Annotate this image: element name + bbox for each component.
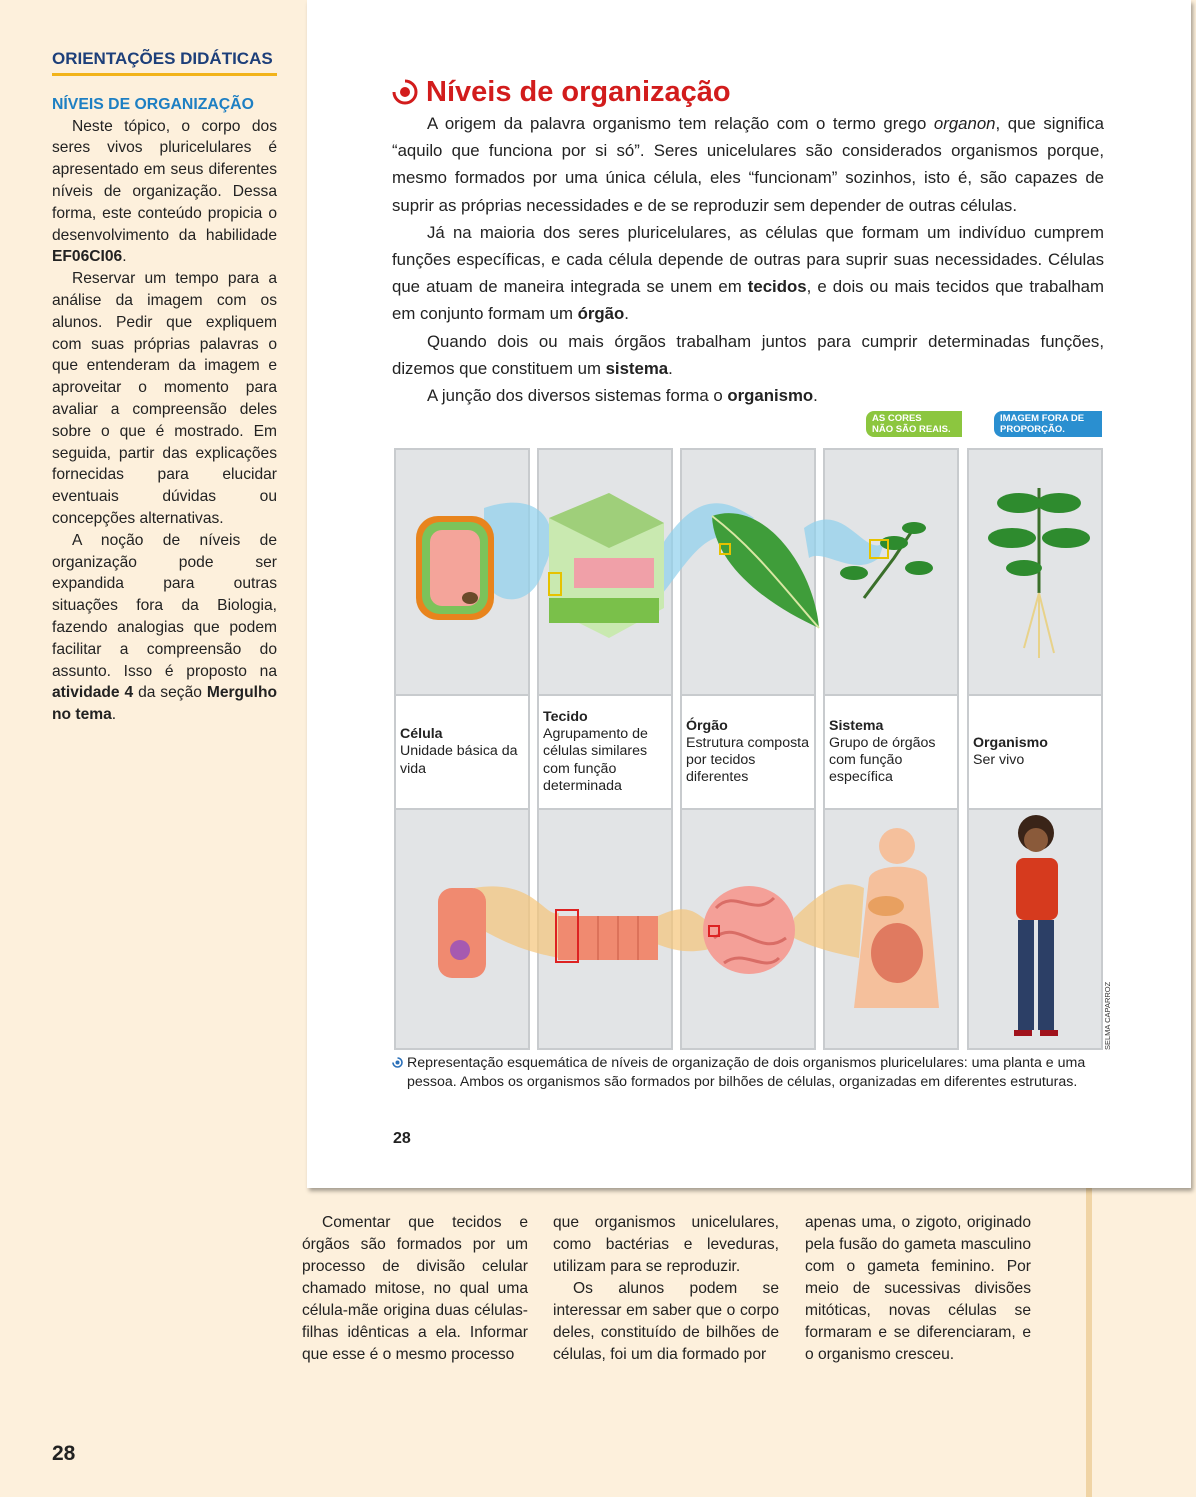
sidebar-text: . [111,706,117,724]
text: Já na maioria dos seres pluricelulares, as células que formam um indivíduo cumprem funções específicas, e cada célula depende de outras para suprir suas necessidades. Células que atuam de maneira integrada se unem em [392,222,1104,297]
text: , e dois ou mais tecidos que trabalham em conjunto formam um [392,277,1104,324]
intro-text [392,110,1104,409]
level-desc: Ser vivo [973,752,1025,768]
page-title: Níveis de organização [426,75,731,108]
sidebar-subtitle: NÍVEIS DE ORGANIZAÇÃO [52,95,254,113]
colors-not-real-badge [866,411,962,437]
sidebar-text: da seção [133,684,207,702]
didactic-sidebar [52,48,277,726]
sidebar-paragraph [52,116,277,269]
intestine-organ-panel [680,808,816,1050]
notes-paragraph: Comentar que tecidos e órgãos são formados por um processo de divisão celular chamado mitose, no qual uma célula-mãe origina duas células-filhas idênticas a ela. Informar que esse é o mesmo processo [302,1214,528,1363]
notes-column-3 [805,1212,1031,1366]
digestive-system-panel [823,808,959,1050]
plant-organism-panel [967,448,1103,696]
plant-tissue-panel [537,448,673,696]
leaf-organ-panel [680,448,816,696]
level-label-system [823,696,959,808]
level-title: Órgão [686,717,728,734]
sidebar-text: A noção de níveis de organização pode ser expandida para outras situações fora da Biologia, fazendo analogias que podem facilitar a compreensão do assunto. Isso é proposto na [52,531,277,680]
text: . [813,386,818,406]
notes-column-1 [302,1212,528,1366]
level-label-organ [680,696,816,808]
term-organismo: organismo [727,386,814,406]
level-title: Célula [400,726,443,743]
notes-paragraph: apenas uma, o zigoto, originado pela fusão do gameta masculino com o gameta feminino. Por meio de sucessivas divisões mitóticas, novas células se formaram e se diferenciaram, e o organismo cresceu. [805,1214,1031,1363]
sidebar-paragraph: Reservar um tempo para a análise da imagem com os alunos. Pedir que expliquem com suas próprias palavras o que entenderam da imagem e aproveitar o momento para avaliar a compreensão deles sobre o que é mostrado. Em seguida, partir das explicações fornecidas para elucidar eventuais dúvidas ou concepções alternativas. [52,270,277,527]
text: A junção dos diversos sistemas forma o [427,386,728,406]
sidebar-paragraph [52,530,277,726]
intro-paragraph [392,382,1104,409]
sidebar-text: Neste tópico, o corpo dos seres vivos pluricelulares é apresentado em seus diferentes níveis de organização. Dessa forma, este conteúdo propicia o desenvolvimento da habilidade [52,117,277,244]
margin-bar [1086,1188,1092,1497]
section-heading [392,72,731,112]
notes-paragraph: Os alunos podem se interessar em saber que o corpo deles, constituído de bilhões de células, foi um dia formado por [553,1280,779,1363]
plant-cell-panel [394,448,530,696]
skill-code: EF06CI06 [52,248,123,266]
sidebar-title: ORIENTAÇÕES DIDÁTICAS [52,48,277,76]
text: A origem da palavra organismo tem relação com o termo grego [427,114,934,133]
level-title: Sistema [829,717,884,734]
level-label-organism [967,696,1103,808]
level-label-cell [394,696,530,808]
level-desc: Agrupamento de células similares com função determinada [543,726,648,794]
notes-column-2 [553,1212,779,1366]
sidebar-text: . [122,248,127,266]
caption-text: Representação esquemática de níveis de organização de dois organismos pluricelulares: uma planta e uma pessoa. Ambos os organismos são formados por bilhões de células, organizadas em diferentes estruturas. [407,1055,1086,1090]
intro-paragraph [392,328,1104,382]
text: Quando dois ou mais órgãos trabalham juntos para cumprir determinadas funções, dizemos que constituem um [392,331,1104,378]
term-sistema: sistema [605,358,669,378]
text: . [624,304,629,324]
inner-page-number: 28 [393,1130,411,1147]
intro-paragraph [392,110,1104,219]
badge-line: IMAGEM FORA DE [1000,413,1085,424]
level-desc: Estrutura composta por tecidos diferentes [686,734,810,786]
human-organism-panel [967,808,1103,1050]
term-orgao: órgão [577,304,625,324]
level-title: Organismo [973,734,1048,751]
level-desc: Grupo de órgãos com função específica [829,734,936,786]
text: . [668,358,673,378]
text: , que significa “aquilo que funciona por si só”. Seres unicelulares são considerados organismos porque, mesmo formados por uma única célula, eles “funcionam” sozinhos, isto é, são capazes de suprir as próprias necessidades e de se reproduzir sem depender de outras células. [392,114,1104,215]
greek-term: organon [933,114,996,133]
out-of-scale-badge [994,411,1102,437]
figure-caption [392,1054,1107,1092]
level-desc: Unidade básica da vida [400,743,518,777]
badge-line: NÃO SÃO REAIS. [872,424,951,435]
human-cell-panel [394,808,530,1050]
notes-paragraph: que organismos unicelulares, como bactérias e leveduras, utilizam para se reproduzir. [553,1214,779,1275]
badge-line: AS CORES [872,413,922,424]
plant-system-panel [823,448,959,696]
level-label-tissue [537,696,673,808]
badge-line: PROPORÇÃO. [1000,424,1065,435]
target-bullet-icon [392,79,418,105]
section-ref: Mergulho no tema [52,684,277,724]
level-title: Tecido [543,708,588,725]
human-tissue-panel [537,808,673,1050]
intro-paragraph [392,219,1104,328]
activity-ref: atividade 4 [52,684,134,702]
caption-bullet-icon [392,1057,403,1068]
illustrator-credit: SELMA CAPARROZ [1103,981,1112,1050]
outer-page-number: 28 [52,1442,76,1465]
term-tecidos: tecidos [747,277,807,297]
